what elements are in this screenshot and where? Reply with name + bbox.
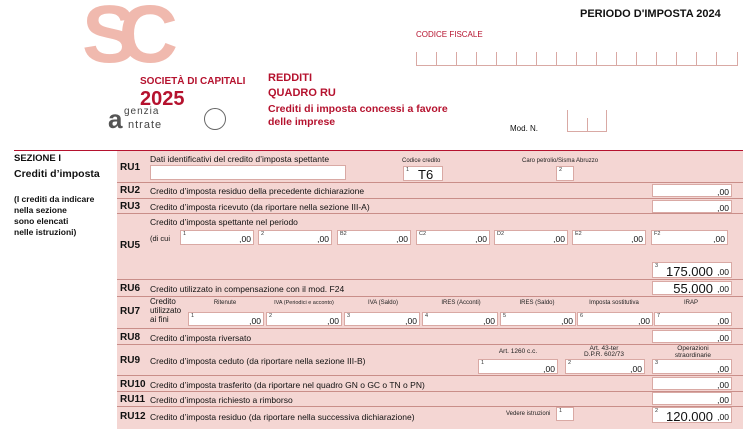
ru11-field[interactable]: ,00 <box>652 392 732 405</box>
agency-bottom: ntrate <box>128 119 163 131</box>
emblem-icon <box>204 108 226 130</box>
ru5-field-2[interactable]: 2 ,00 <box>258 230 332 245</box>
ru1-code: RU1 <box>120 162 141 173</box>
ru5-value: 175.000 <box>666 264 713 279</box>
ru5-di-cui: (di cui <box>150 234 171 243</box>
ru1-caro-field[interactable]: 2 <box>556 166 574 181</box>
agency-a-icon: a <box>108 104 123 134</box>
ru11-code: RU11 <box>120 394 146 405</box>
ru5-total-field[interactable]: 3 175.000 ,00 <box>652 262 732 278</box>
ru10-code: RU10 <box>120 379 146 390</box>
ru2-field[interactable]: ,00 <box>652 184 732 197</box>
ru1-label: Dati identificativi del credito d’imposta spettante <box>150 154 330 164</box>
ru9-col-3b: straordinarie <box>674 352 712 359</box>
ru9-col-2b: D.P.R. 602/73 <box>584 351 624 358</box>
brand-year: 2025 <box>140 88 185 110</box>
ru7-col-iva-periodici: IVA (Periodici e acconto) <box>274 300 334 306</box>
ru9-col-2a: Art. 43-ter <box>589 345 619 352</box>
ru3-field[interactable]: ,00 <box>652 200 732 213</box>
ru5-field-f2[interactable]: F2 ,00 <box>651 230 728 245</box>
ru7-col-irap: IRAP <box>683 300 698 306</box>
ru1-codice-value: T6 <box>418 167 434 182</box>
ru7-col-ires-acconti: IRES (Acconti) <box>441 300 481 306</box>
logo-letters: SC <box>82 0 160 80</box>
ru1-sub-codice: Codice credito <box>402 158 441 164</box>
section-title: Crediti d’imposta <box>14 168 100 180</box>
ru7-col-ires-saldo: IRES (Saldo) <box>519 300 555 306</box>
title-1: REDDITI <box>268 72 312 84</box>
ru5-field-d2[interactable]: D2 ,00 <box>494 230 568 245</box>
ru7-field-1[interactable]: 1 ,00 <box>188 312 264 326</box>
section-note-4: nelle istruzioni) <box>14 227 77 237</box>
ru1-codice-field[interactable]: 1 T6 <box>403 166 443 181</box>
ru2-code: RU2 <box>120 185 141 196</box>
ru3-code: RU3 <box>120 201 141 212</box>
ru9-field-3[interactable]: 3 ,00 <box>652 359 732 374</box>
ru5-field-b2[interactable]: B2 ,00 <box>337 230 411 245</box>
ru8-field[interactable]: ,00 <box>652 330 732 343</box>
ru9-field-1[interactable]: 1 ,00 <box>478 359 558 374</box>
ru5-field-1[interactable]: 1 ,00 <box>180 230 254 245</box>
ru7-col-imposta-sostitutiva: Imposta sostitutiva <box>589 300 639 306</box>
codice-fiscale-label: CODICE FISCALE <box>416 30 483 39</box>
agency-top: genzia <box>124 106 160 117</box>
ru12-label: Credito d’imposta residuo (da riportare nella successiva dichiarazione) <box>150 412 415 422</box>
period-label: PERIODO D'IMPOSTA 2024 <box>580 8 721 20</box>
ru6-label: Credito utilizzato in compensazione con il mod. F24 <box>150 284 345 294</box>
ru9-code: RU9 <box>120 355 141 366</box>
ru7-field-6[interactable]: 6 ,00 <box>577 312 653 326</box>
ru10-label: Credito d’imposta trasferito (da riportare nel quadro GN o GC o TN o PN) <box>150 380 425 390</box>
mod-label: Mod. N. <box>510 124 539 133</box>
ru7-col-ritenute: Ritenute <box>213 300 237 306</box>
logo <box>82 0 252 134</box>
ru12-field[interactable]: 2 120.000 ,00 <box>652 407 732 423</box>
section-name: SEZIONE I <box>14 153 61 164</box>
ru12-code: RU12 <box>120 411 146 422</box>
ru3-label: Credito d’imposta ricevuto (da riportare nella sezione III-A) <box>150 202 370 212</box>
section-note-1: (I crediti da indicare <box>14 194 95 204</box>
brand-line: SOCIETÀ DI CAPITALI <box>140 76 246 87</box>
ru7-field-7[interactable]: 7 ,00 <box>654 312 732 326</box>
ru7-field-2[interactable]: 2 ,00 <box>266 312 342 326</box>
ru1-field-1[interactable] <box>150 165 346 180</box>
ru12-vedere: Vedere istruzioni <box>506 411 551 417</box>
ru7-col-iva-saldo: IVA (Saldo) <box>368 300 398 306</box>
ru5-label: Credito d’imposta spettante nel periodo <box>150 217 298 227</box>
ru8-label: Credito d’imposta riversato <box>150 333 252 343</box>
ru6-code: RU6 <box>120 283 141 294</box>
ru6-value: 55.000 <box>673 281 713 296</box>
ru11-label: Credito d’imposta richiesto a rimborso <box>150 395 293 405</box>
ru9-col-1: Art. 1260 c.c. <box>498 348 538 355</box>
mod-number-field[interactable] <box>567 110 607 132</box>
ru7-field-3[interactable]: 3 ,00 <box>344 312 420 326</box>
ru6-field[interactable]: 55.000 ,00 <box>652 281 732 295</box>
ru9-label: Credito d’imposta ceduto (da riportare nella sezione III-B) <box>150 356 366 366</box>
ru9-field-2[interactable]: 2 ,00 <box>565 359 645 374</box>
ru1-sub-caro: Caro petrolio/Sisma Abruzzo <box>522 158 599 164</box>
ru7-code: RU7 <box>120 306 141 317</box>
ru12-value: 120.000 <box>666 409 713 424</box>
ru9-col-3a: Operazioni <box>677 345 709 352</box>
agency-logo <box>108 106 228 136</box>
section-note-3: sono elencati <box>14 216 69 226</box>
title-2: QUADRO RU <box>268 87 336 99</box>
ru2-label: Credito d’imposta residuo della precedente dichiarazione <box>150 186 365 196</box>
codice-fiscale-field[interactable] <box>416 44 738 66</box>
title-3: Crediti di imposta concessi a favore <box>268 103 448 115</box>
ru7-label-1: Credito <box>150 297 176 306</box>
ru7-field-4[interactable]: 4 ,00 <box>422 312 498 326</box>
ru5-code: RU5 <box>120 240 141 251</box>
ru10-field[interactable]: ,00 <box>652 377 732 390</box>
section-note-2: nella sezione <box>14 205 67 215</box>
ru8-code: RU8 <box>120 332 141 343</box>
ru7-label-2: utilizzato <box>150 306 182 315</box>
ru5-field-e2[interactable]: E2 ,00 <box>572 230 646 245</box>
ru7-label-3: ai fini <box>150 315 169 324</box>
ru5-field-c2[interactable]: C2 ,00 <box>416 230 490 245</box>
title-4: delle imprese <box>268 116 336 128</box>
ru12-vedere-field[interactable]: 1 <box>556 407 574 421</box>
ru7-field-5[interactable]: 5 ,00 <box>500 312 576 326</box>
